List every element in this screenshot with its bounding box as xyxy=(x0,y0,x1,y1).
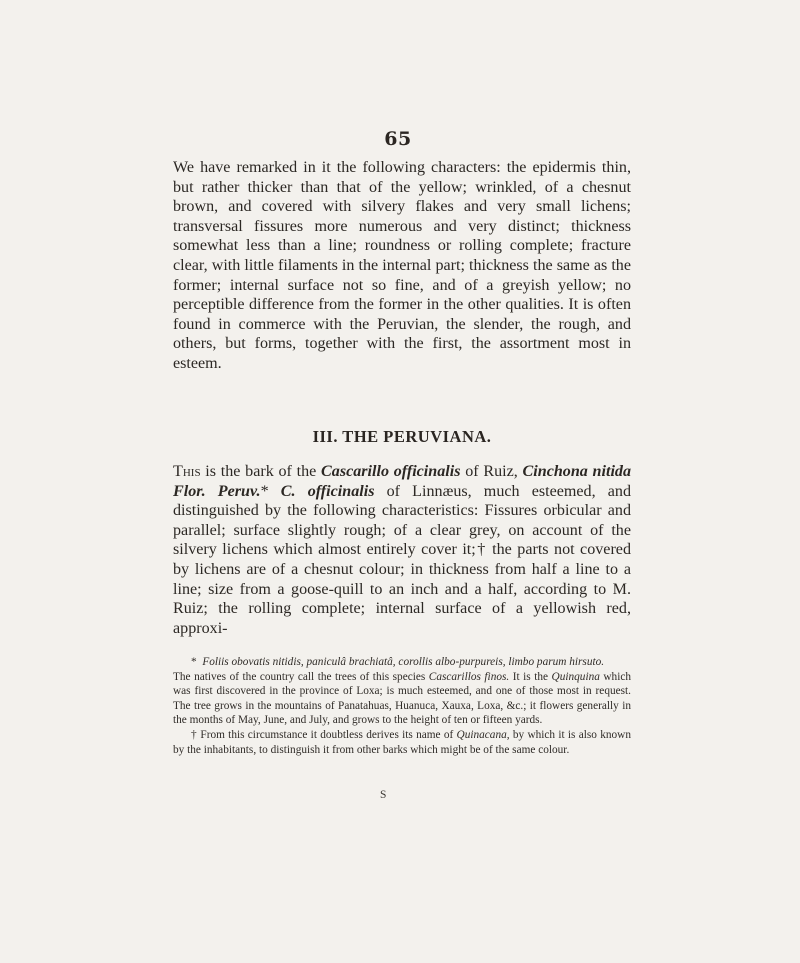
section-heading: III. THE PERUVIANA. xyxy=(312,427,492,446)
paragraph-2-text xyxy=(173,462,631,638)
paragraph-2-part-5: the parts not covered by lichens are of a chesnut colour; in thickness from half a line to a line; size from a goose-quill to an inch and a half, according to M. Ruiz; the rolling complete; internal surface of a yellowish red, approxi- xyxy=(173,541,631,637)
paragraph-opening-word: This xyxy=(173,463,201,480)
footnotes xyxy=(173,655,631,757)
printer-signature-mark: S xyxy=(380,789,387,801)
footnote-1-latin xyxy=(173,655,631,670)
footnote-ref-1: * xyxy=(260,482,269,500)
species-name-1: Cascarillo officinalis xyxy=(321,463,461,480)
paragraph-2-part-3 xyxy=(269,483,281,500)
paragraph-2-part-2: of Ruiz, xyxy=(460,463,523,480)
footnote-ref-2: † xyxy=(475,541,487,559)
footnote-1-term-2: Quinquina xyxy=(551,670,600,683)
footnote-2-marker: † xyxy=(191,728,198,741)
footnote-1-text-b: It is the xyxy=(509,670,552,683)
footnote-2-term: Quinacana, xyxy=(456,728,510,741)
paragraph-2-part-1: is the bark of the xyxy=(200,463,322,480)
paragraph-1-text: We have remarked in it the following characters: the epidermis thin, but rather thicker than that of the yellow; wrinkled, of a chesnut brown, and covered with silvery flakes and very small lichens; transversal fissures more numerous and very distinct; thickness somewhat less than a line; roundness or rolling complete; fracture clear, with little filaments in the internal part; thickness the same as the former; internal surface not so fine, and of a greyish yellow; no perceptible difference from the former in the other qualities. It is often found in commerce with the Peruvian, the slender, the rough, and others, but forms, together with the first, the assortment most in esteem. xyxy=(173,159,631,372)
paragraph-1 xyxy=(173,158,631,374)
footnote-1-term: Cascarillos finos. xyxy=(428,670,510,683)
footnote-2-text-a: From this circumstance it doubtless derives its name of xyxy=(197,728,457,741)
paragraph-2 xyxy=(173,462,631,638)
footnote-2 xyxy=(173,728,631,757)
footnote-1-text-c: which was first discovered in the province of Loxa; is much esteemed, and one of those most in request. The tree grows in the mountains of Panatahuas, Huanuca, Xauxa, Loxa, &c.; it flowers generally in the months of May, June, and July, and grows to the height of ten or fifteen yards. xyxy=(173,670,632,727)
page-number: 65 xyxy=(384,128,412,150)
paragraph-2-part-4: of Linnæus, much esteemed, and distinguished by the following characteristics: Fissures orbicular and parallel; surface slightly rough; of a clear grey, on account of the silvery lichens which almost entirely cover it; xyxy=(173,482,632,559)
species-name-3: C. officinalis xyxy=(280,482,375,500)
footnote-1-latin-text: Foliis obovatis nitidis, paniculâ brachiatâ, corollis albo-purpureis, limbo parum hirsuto. xyxy=(202,656,605,668)
footnote-1-marker: * xyxy=(191,656,197,668)
footnote-2-text-b: by which it is also known by the inhabitants, to distinguish it from other barks which might be of the same colour. xyxy=(173,728,631,756)
species-name-2: Cinchona nitida Flor. Peruv. xyxy=(173,463,632,500)
footnote-1-text-a: The natives of the country call the trees of this species xyxy=(173,670,429,683)
footnote-1-text xyxy=(173,670,631,728)
